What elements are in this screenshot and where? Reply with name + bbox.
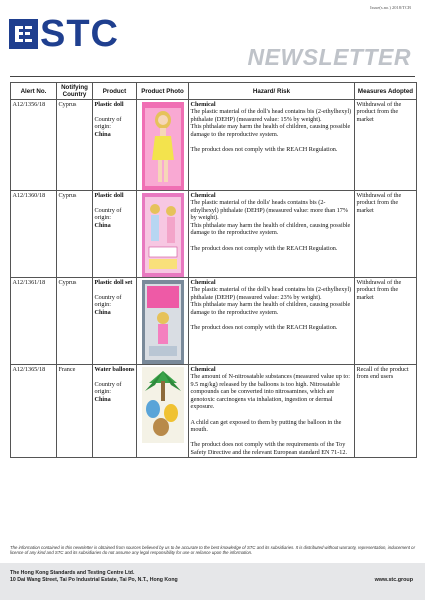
origin-label: Country of origin: <box>94 293 122 309</box>
origin-country: China <box>94 221 111 229</box>
product-photo <box>137 100 189 191</box>
origin-country: China <box>94 130 111 138</box>
measures-adopted: Withdrawal of the product from the market <box>355 191 417 278</box>
product-photo <box>137 191 189 278</box>
alert-no: A12/1356/18 <box>11 100 57 191</box>
col-hazard-risk: Hazard/ Risk <box>189 83 355 100</box>
newsletter-title: NEWSLETTER <box>247 44 411 70</box>
doll-photo-icon <box>141 102 185 190</box>
product-cell <box>93 191 137 278</box>
product-cell <box>93 100 137 191</box>
product-name: Plastic doll <box>94 191 124 199</box>
hazard-type: Chemical <box>190 100 216 108</box>
col-product: Product <box>93 83 137 100</box>
hazard-compliance: The product does not comply with the REACH Regulation. <box>190 244 338 252</box>
hazard-cell <box>189 191 355 278</box>
doll-photo-icon <box>141 193 185 277</box>
hazard-risk: This phthalate may harm the health of children, causing possible damage to the reproductive system. <box>190 123 351 138</box>
hazard-cell <box>189 278 355 365</box>
hazard-description: The amount of N-nitrosatable substances (measured value up to: 9.5 mg/kg) released by the balloons is too high. Nitrosatable compounds can be converted into nitrosamines, which are genotoxic carcinogens via inhalation, ingestion or dermal exposure. <box>190 373 350 411</box>
notifying-country: France <box>57 365 93 458</box>
measures-adopted: Recall of the product from end users <box>355 365 417 458</box>
hazard-description: The plastic material of the dolls' heads contains bis (2-ethylhexyl) phthalate (DEHP) (measured value: more than 17% by weight). <box>190 199 349 222</box>
col-product-photo: Product Photo <box>137 83 189 100</box>
hazard-description: The plastic material of the doll's head contains bis (2-ethylhexyl) phthalate (DEHP) (measured value: 15% by weight). <box>190 108 352 123</box>
alert-no: A12/1360/18 <box>11 191 57 278</box>
table-row <box>11 191 417 278</box>
table-row <box>11 100 417 191</box>
issue-number: Issue(s.no.) 2018/TCB <box>370 5 411 10</box>
origin-country: China <box>94 395 111 403</box>
alert-no: A12/1365/18 <box>11 365 57 458</box>
hazard-risk: This phthalate may harm the health of children, causing possible damage to the reproductive system. <box>190 221 351 237</box>
table-row <box>11 365 417 458</box>
hazard-type: Chemical <box>190 191 216 199</box>
col-notifying-country: Notifying Country <box>57 83 93 100</box>
origin-country: China <box>94 308 111 316</box>
footer-website-link[interactable]: www.stc.group <box>374 577 413 583</box>
origin-label: Country of origin: <box>94 380 122 396</box>
hazard-description: The plastic material of the doll's head contains bis (2-ethylhexyl) phthalate (DEHP) (measured value: 23% by weight). <box>190 286 352 301</box>
product-name: Water balloons <box>94 365 135 373</box>
footer-address: 10 Dai Wang Street, Tai Po Industrial Estate, Tai Po, N.T., Hong Kong <box>10 577 178 583</box>
measures-adopted: Withdrawal of the product from the market <box>355 100 417 191</box>
stc-logo-icon <box>9 19 38 49</box>
header-divider <box>10 76 415 77</box>
disclaimer-text: The information contained in this newsletter is obtained from sources believed by us to be accurate to the best knowledge of STC and its subsidiaries. It is distributed without warranty, representation, inducement or licence of any kind and STC and its subsidiaries do not assume any legal responsibility for use or reliance upon the information. <box>10 545 415 556</box>
brand-name: STC <box>40 13 119 55</box>
notifying-country: Cyprus <box>57 278 93 365</box>
footer-company: The Hong Kong Standards and Testing Centre Ltd. <box>10 570 135 576</box>
hazard-cell <box>189 100 355 191</box>
product-cell <box>93 278 137 365</box>
hazard-compliance: The product does not comply with the REACH Regulation. <box>190 324 338 332</box>
notifying-country: Cyprus <box>57 191 93 278</box>
col-alert-no: Alert No. <box>11 83 57 100</box>
measures-adopted: Withdrawal of the product from the market <box>355 278 417 365</box>
origin-label: Country of origin: <box>94 206 122 222</box>
origin-label: Country of origin: <box>94 115 122 131</box>
table-row <box>11 278 417 365</box>
product-name: Plastic doll set <box>94 278 133 286</box>
col-measures-adopted: Measures Adopted <box>355 83 417 100</box>
product-photo <box>137 365 189 458</box>
product-cell <box>93 365 137 458</box>
table-header-row <box>11 83 417 100</box>
hazard-cell <box>189 365 355 458</box>
hazard-compliance: The product does not comply with the REACH Regulation. <box>190 146 338 154</box>
alert-no: A12/1361/18 <box>11 278 57 365</box>
water-balloons-photo-icon <box>141 367 185 443</box>
hazard-risk: A child can get exposed to them by putting the balloon in the mouth. <box>190 418 342 434</box>
doll-set-photo-icon <box>141 280 185 364</box>
product-photo <box>137 278 189 365</box>
hazard-risk: This phthalate may harm the health of children, causing possible damage to the reproductive system. <box>190 301 351 316</box>
product-name: Plastic doll <box>94 100 124 108</box>
hazard-compliance: The product does not comply with the requirements of the Toy Safety Directive and the relevant European standard EN 71-12. <box>190 441 348 457</box>
alerts-table <box>10 82 417 458</box>
hazard-type: Chemical <box>190 278 216 286</box>
notifying-country: Cyprus <box>57 100 93 191</box>
hazard-type: Chemical <box>190 365 216 373</box>
